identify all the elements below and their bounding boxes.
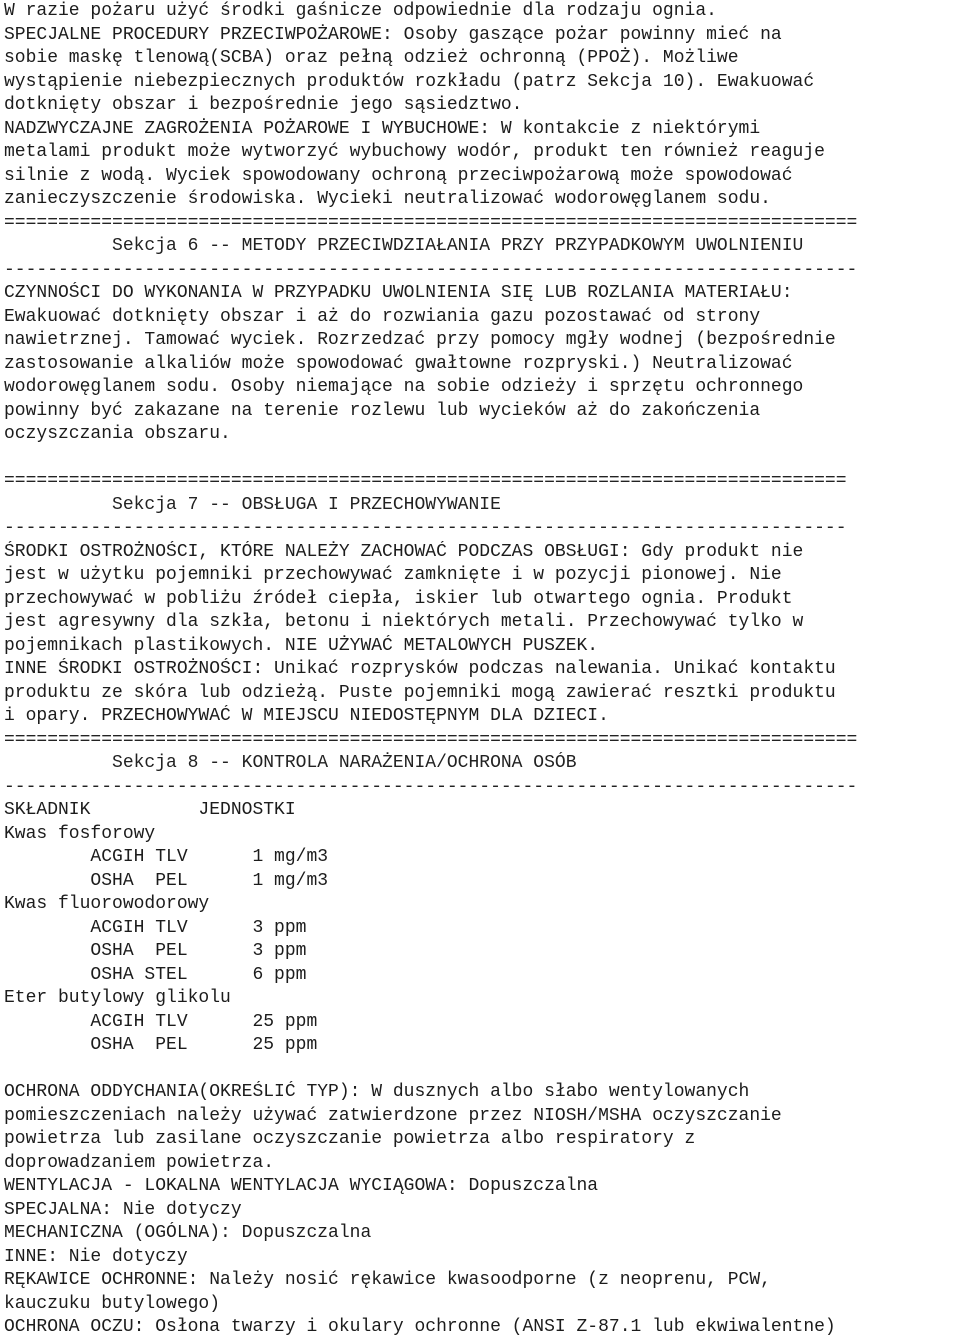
text-line: NADZWYCZAJNE ZAGROŻENIA POŻAROWE I WYBUCHOWE: W kontakcie z niektórymi xyxy=(4,118,761,139)
text-line: zanieczyszczenie środowiska. Wycieki neutralizować wodorowęglanem sodu. xyxy=(4,189,771,209)
text-line: sobie maskę tlenową(SCBA) oraz pełną odzież ochronną (PPOŻ). Możliwe xyxy=(4,48,739,68)
section-divider: =============================================================================== xyxy=(4,212,858,233)
text-line: SKŁADNIK JEDNOSTKI xyxy=(4,800,296,820)
text-line: ACGIH TLV 25 ppm xyxy=(4,1011,318,1032)
text-line: CZYNNOŚCI DO WYKONANIA W PRZYPADKU UWOLNIENIA SIĘ LUB ROZLANIA MATERIAŁU: xyxy=(4,283,793,303)
blank-line xyxy=(4,447,960,471)
text-line: OCHRONA OCZU: Osłona twarzy i okulary ochronne (ANSI Z-87.1 lub ekwiwalentne) xyxy=(4,1317,836,1337)
text-line: doprowadzaniem powietrza. xyxy=(4,1152,275,1173)
section-heading: Sekcja 8 -- KONTROLA NARAŻENIA/OCHRONA OSÓB xyxy=(4,753,577,773)
text-line: OSHA PEL 1 mg/m3 xyxy=(4,870,329,891)
text-line: przechowywać w pobliżu źródeł ciepła, iskier lub otwartego ognia. Produkt xyxy=(4,588,793,609)
section-divider: ============================================================================== xyxy=(4,471,847,491)
text-line: kauczuku butylowego) xyxy=(4,1293,221,1314)
text-line: OCHRONA ODDYCHANIA(OKREŚLIĆ TYP): W dusznych albo słabo wentylowanych xyxy=(4,1082,750,1102)
text-line: wodorowęglanem sodu. Osoby niemające na sobie odzieży i sprzętu ochronnego xyxy=(4,377,804,397)
text-line: OSHA PEL 3 ppm xyxy=(4,941,307,961)
text-line: INNE: Nie dotyczy xyxy=(4,1246,188,1267)
text-line: Kwas fluorowodorowy xyxy=(4,894,210,914)
text-line: W razie pożaru użyć środki gaśnicze odpowiednie dla rodzaju ognia. xyxy=(4,1,717,21)
text-line: OSHA STEL 6 ppm xyxy=(4,964,307,985)
text-line: oczyszczania obszaru. xyxy=(4,424,231,444)
text-line: powinny być zakazane na terenie rozlewu lub wycieków aż do zakończenia xyxy=(4,400,761,421)
text-line: MECHANICZNA (OGÓLNA): Dopuszczalna xyxy=(4,1223,372,1243)
text-line: metalami produkt może wytworzyć wybuchowy wodór, produkt ten również reaguje xyxy=(4,142,825,162)
section-heading: Sekcja 6 -- METODY PRZECIWDZIAŁANIA PRZY PRZYPADKOWYM UWOLNIENIU xyxy=(4,236,804,256)
text-line: RĘKAWICE OCHRONNE: Należy nosić rękawice kwasoodporne (z neoprenu, PCW, xyxy=(4,1270,771,1290)
text-line: zastosowanie alkaliów może spowodować gwałtowne rozpryski.) Neutralizować xyxy=(4,353,793,374)
text-line: pojemnikach plastikowych. NIE UŻYWAĆ METALOWYCH PUSZEK. xyxy=(4,635,599,656)
text-line: dotknięty obszar i bezpośrednie jego sąsiedztwo. xyxy=(4,95,523,115)
text-line: ACGIH TLV 3 ppm xyxy=(4,917,307,938)
text-line: pomieszczeniach należy używać zatwierdzone przez NIOSH/MSHA oczyszczanie xyxy=(4,1105,782,1126)
text-line: ŚRODKI OSTROŻNOŚCI, KTÓRE NALEŻY ZACHOWAĆ PODCZAS OBSŁUGI: Gdy produkt nie xyxy=(4,541,804,562)
section-divider: ------------------------------------------------------------------------------ xyxy=(4,518,847,538)
text-line: Ewakuować dotknięty obszar i aż do rozwiania gazu pozostawać od strony xyxy=(4,306,761,327)
text-line: jest agresywny dla szkła, betonu i niektórych metali. Przechowywać tylko w xyxy=(4,612,804,632)
text-line: ACGIH TLV 1 mg/m3 xyxy=(4,847,329,867)
section-divider: ------------------------------------------------------------------------------- xyxy=(4,259,858,280)
text-line: nawietrznej. Tamować wyciek. Rozrzedzać przy pomocy mgły wodnej (bezpośrednie xyxy=(4,330,836,350)
text-line: produktu ze skóra lub odzieżą. Puste pojemniki mogą zawierać resztki produktu xyxy=(4,682,836,703)
text-line: WENTYLACJA - LOKALNA WENTYLACJA WYCIĄGOWA: Dopuszczalna xyxy=(4,1176,599,1196)
text-line: i opary. PRZECHOWYWAĆ W MIEJSCU NIEDOSTĘPNYM DLA DZIECI. xyxy=(4,706,609,726)
section-divider: =============================================================================== xyxy=(4,729,858,750)
text-line: powietrza lub zasilane oczyszczanie powietrza albo respiratory z xyxy=(4,1129,696,1149)
blank-line xyxy=(4,1058,960,1082)
section-heading: Sekcja 7 -- OBSŁUGA I PRZECHOWYWANIE xyxy=(4,494,501,515)
text-line: INNE ŚRODKI OSTROŻNOŚCI: Unikać rozprysków podczas nalewania. Unikać kontaktu xyxy=(4,659,836,679)
text-line: wystąpienie niebezpiecznych produktów rozkładu (patrz Sekcja 10). Ewakuować xyxy=(4,71,815,92)
text-line: SPECJALNE PROCEDURY PRZECIWPOŻAROWE: Osoby gaszące pożar powinny mieć na xyxy=(4,24,782,45)
text-line: SPECJALNA: Nie dotyczy xyxy=(4,1199,242,1220)
section-divider: ------------------------------------------------------------------------------- xyxy=(4,776,858,797)
text-line: OSHA PEL 25 ppm xyxy=(4,1035,318,1055)
text-line: silnie z wodą. Wyciek spowodowany ochroną przeciwpożarową może spowodować xyxy=(4,165,793,186)
text-line: Eter butylowy glikolu xyxy=(4,988,231,1008)
text-line: Kwas fosforowy xyxy=(4,823,156,844)
text-line: jest w użytku pojemniki przechowywać zamknięte i w pozycji pionowej. Nie xyxy=(4,565,782,585)
